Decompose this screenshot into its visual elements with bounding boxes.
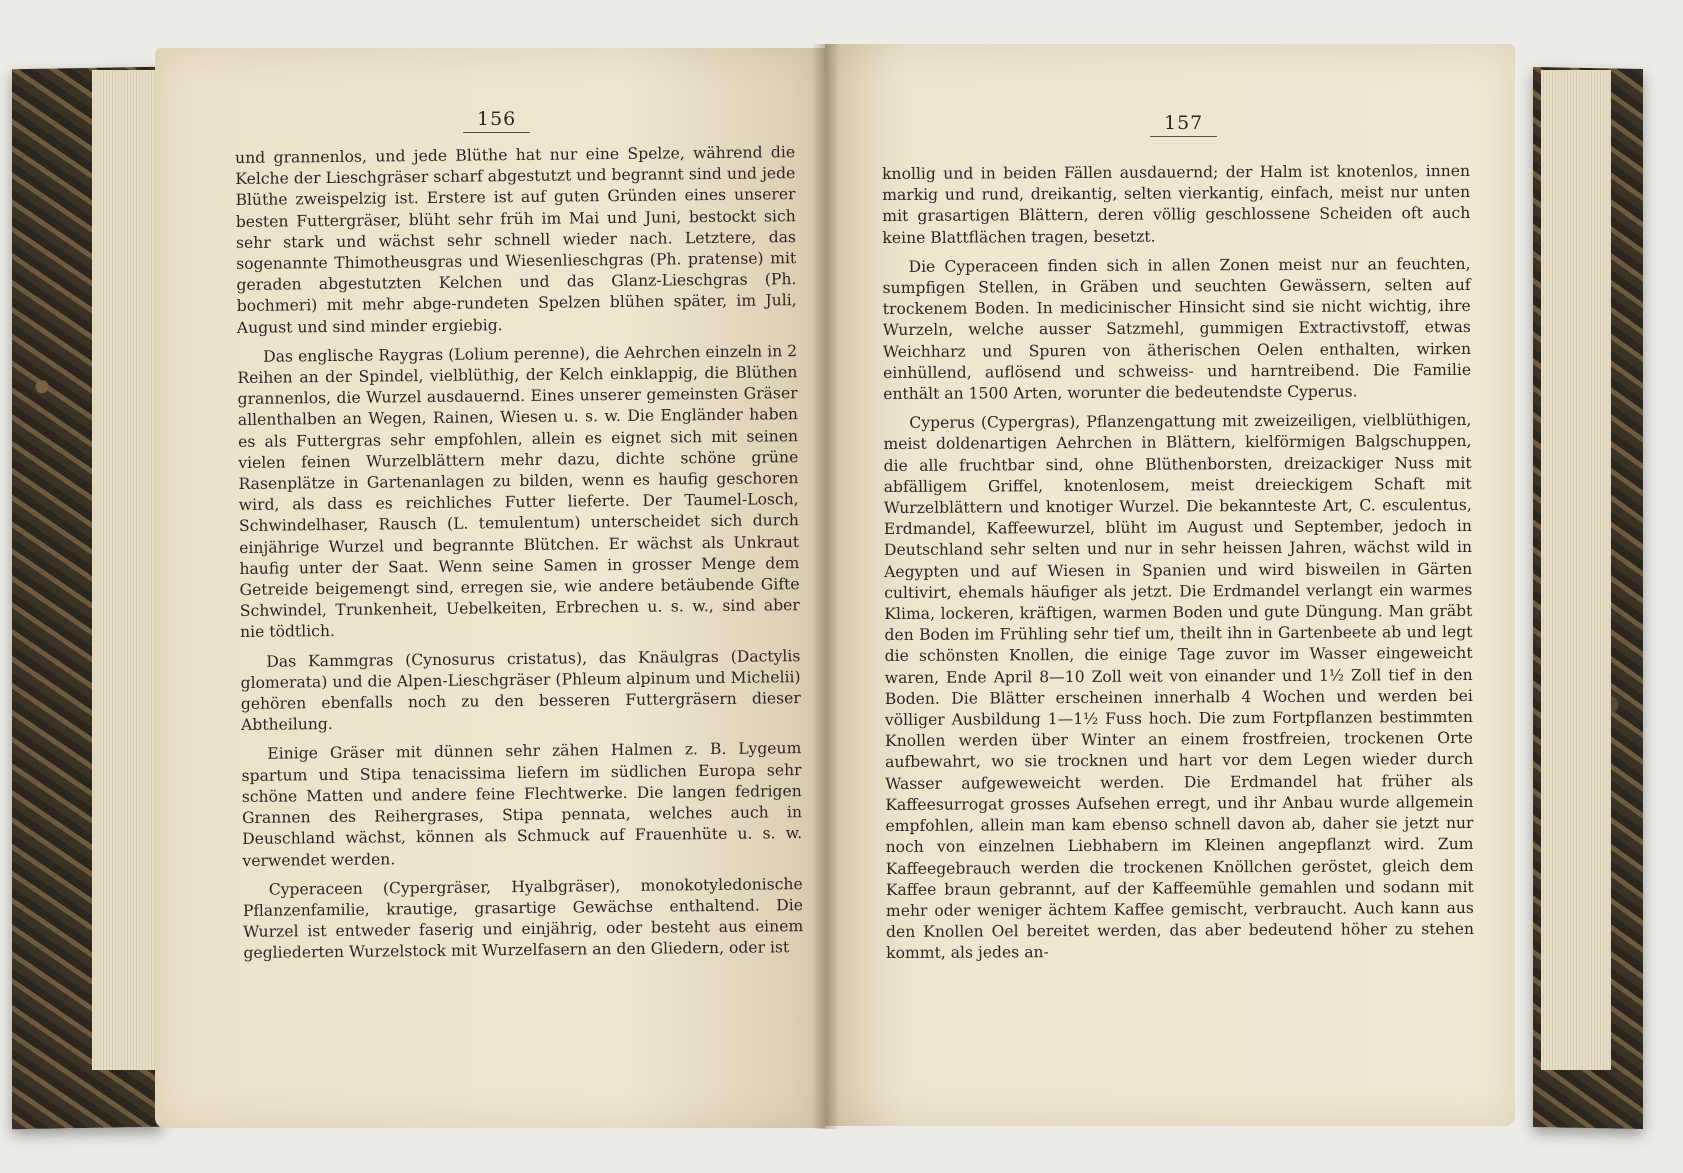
book-gutter (812, 44, 840, 1129)
page-edges-right (1541, 70, 1611, 1070)
paragraph: und grannenlos, und jede Blüthe hat nur eine Spelze, während die Kelche der Lieschgräser scharf abgestutzt und begrannt sind und jede Blüthe zweispelzig ist. Erstere ist auf guten Gründen eines unserer besten Futtergräser, blüht sehr früh im Mai und Juni, bestockt sich sehr stark und wächst sehr schnell wieder nach. Letztere, das sogenannte Thimotheusgras und Wiesenlieschgras (Ph. pratense) mit geraden abgestutzten Kelchen und das Glanz-Lieschgras (Ph. bochmeri) mit mehr abge-rundeten Spelzen blühen später, im Juli, August und sind minder ergiebig. (235, 143, 797, 337)
page-number: 157 (1150, 112, 1217, 137)
paragraph: Die Cyperaceen finden sich in allen Zonen meist nur an feuchten, sumpfigen Stellen, in Gräben und seuchten Gewässern, selten auf trockenem Boden. In medicinischer Hinsicht sind sie nicht wichtig, ihre Wurzeln, welche ausser Satzmehl, gummigen Extractivstoff, etwas Weichharz und Spuren von ätherischen Oelen enthalten, wirken einhüllend, auflösend und schweiss- und harntreibend. Die Familie enthält an 1500 Arten, worunter die bedeutendste Cyperus. (882, 254, 1472, 404)
paragraph: Das englische Raygras (Lolium perenne), die Aehrchen einzeln in 2 Reihen an der Spindel, vielblüthig, der Kelch einklappig, die Blüthen grannenlos, die Wurzel ausdauernd. Eines unserer gemeinsten Gräser allenthalben an Wegen, Rainen, Wiesen u. s. w. Die Engländer haben es als Futtergras sehr empfohlen, allein es eignet sich mit seinen vielen feinen Wurzelblättern mehr dazu, dichte schöne grüne Rasenplätze in Gartenanlagen zu bilden, wenn es haufig geschoren wird, als dass es reichliches Futter lieferte. Der Taumel-Losch, Schwindelhaser, Rausch (L. temulentum) unterscheidet sich durch einjährige Wurzel und begrannte Blütchen. Er wächst als Unkraut haufig unter der Saat. Wenn seine Samen in grosser Menge dem Getreide beigemengt sind, erregen sie, wie andere betäubende Gifte Schwindel, Trunkenheit, Uebelkeiten, Erbrechen u. s. w., sind aber nie tödtlich. (237, 341, 800, 642)
paragraph: Einige Gräser mit dünnen sehr zähen Halmen z. B. Lygeum spartum und Stipa tenacissima liefern im südlichen Europa sehr schöne Matten und andere feine Flechtwerke. Die langen fedrigen Grannen des Reihergrases, Stipa pennata, welches auch in Deuschland wächst, können als Schmuck auf Frauenhüte u. s. w. verwendet werden. (241, 739, 803, 870)
paragraph: knollig und in beiden Fällen ausdauernd; der Halm ist knotenlos, innen markig und rund, dreikantig, selten vierkantig, einfach, meist nur unten mit grasartigen Blättern, deren völlig geschlossene Scheiden oft auch keine Blattflächen tragen, besetzt. (882, 161, 1471, 247)
page-text (882, 161, 1474, 973)
paragraph: Cyperaceen (Cypergräser, Hyalbgräser), monokotyledonische Pflanzenfamilie, krautige, grasartige Gewächse enthaltend. Die Wurzel ist entweder faserig und einjährig, oder besteht aus einem gegliederten Wurzelstock mit Wurzelfasern an den Gliedern, oder ist (242, 874, 804, 963)
left-page (155, 48, 825, 1128)
paragraph: Cyperus (Cypergras), Pflanzengattung mit zweizeiligen, vielblüthigen, meist doldenartigen Aehrchen in Blättern, kielförmigen Balgschuppen, die alle fruchtbar sind, ohne Blüthenborsten, dreizackiger Nuss mit abfälligem Griffel, knotenlosem, meist dreieckigem Schaft mit Wurzelblättern und knotiger Wurzel. Die bekannteste Art, C. esculentus, Erdmandel, Kaffeewurzel, blüht im August und September, jedoch in Deutschland sehr selten und nur in sehr heissen Jahren, wächst wild in Aegypten und auf Wiesen in Spanien und wird bisweilen in Gärten cultivirt, ehemals häufiger als jetzt. Die Erdmandel verlangt ein warmes Klima, lockeren, kräftigen, warmen Boden und gute Düngung. Man gräbt den Boden im Frühling sehr tief um, theilt ihn in Gartenbeete ab und legt die schönsten Knollen, die einige Tage zuvor im Wasser eingeweicht waren, Ende April 8—10 Zoll weit von einander und 1½ Zoll tief in den Boden. Die Blätter erscheinen innerhalb 4 Wochen und werden bei völliger Ausbildung 1—1½ Fuss hoch. Die zum Fortpflanzen bestimmten Knollen werden über Winter an einem frostfreien, trockenen Orte aufbewahrt, wo sie trocknen und hart vor dem Legen wieder durch Wasser aufgeweweicht werden. Die Erdmandel hat früher als Kaffeesurrogat grosses Aufsehen erregt, und ihr Anbau wurde allgemein empfohlen, allein man kam ebenso schnell davon ab, daher sie jetzt nur noch von einzelnen Liebhabern im Kleinen angepflanzt wird. Zum Kaffeegebrauch werden die trockenen Knöllchen geröstet, gleich dem Kaffee braun gebrannt, auf der Kaffeemühle gemahlen und sodann mit mehr oder weniger ächtem Kaffee gemischt, verbraucht. Auch kann aus den Knollen Oel bereitet werden, das aber bedeutend höher zu stehen kommt, als jedes an- (883, 411, 1475, 963)
paragraph: Das Kammgras (Cynosurus cristatus), das Knäulgras (Dactylis glomerata) und die Alpen-Lieschgräser (Phleum alpinum und Michelii) gehören ebenfalls noch zu den besseren Futtergräsern dieser Abtheilung. (240, 646, 801, 735)
right-page (825, 44, 1515, 1126)
page-text (235, 142, 804, 972)
page-number: 156 (463, 108, 530, 133)
